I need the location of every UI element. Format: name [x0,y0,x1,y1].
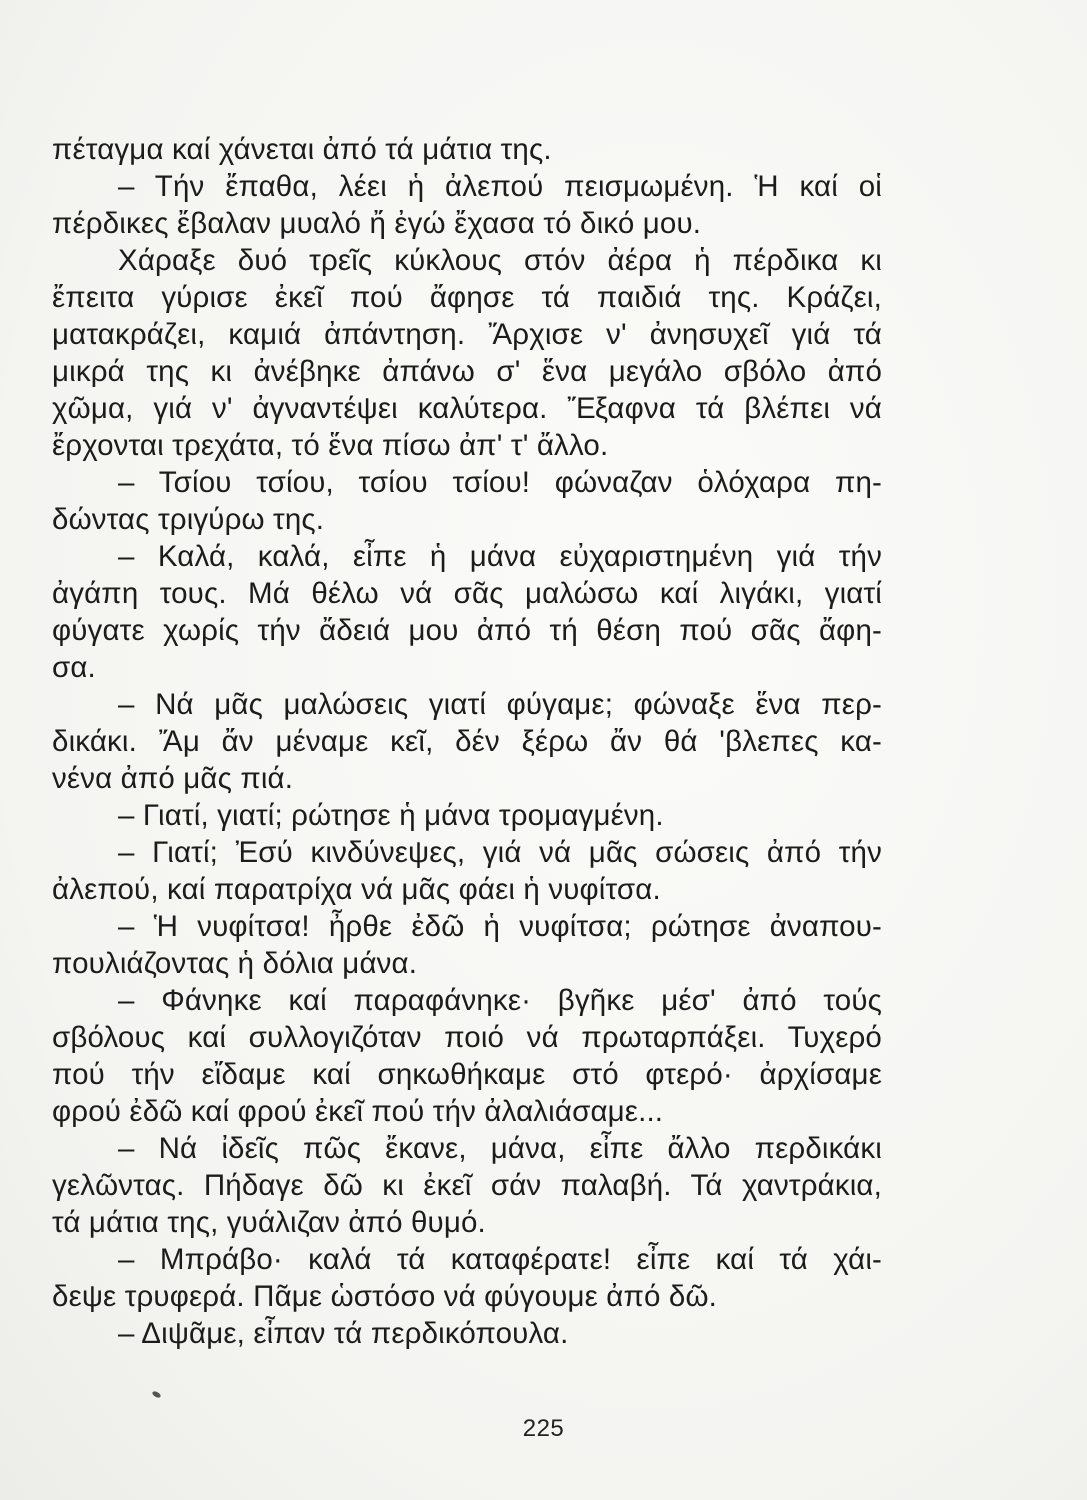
text-line: ἀγάπη τους. Μά θέλω νά σᾶς μαλώσω καί λιγάκι, γιατί [52,577,882,610]
text-line: ματακράζει, καμιά ἀπάντηση. Ἄρχισε ν' ἀνησυχεῖ γιά τά [52,318,882,351]
text-line: δώντας τριγύρω της. [52,503,325,536]
ink-speck [151,1390,161,1399]
text-line: δεψε τρυφερά. Πᾶμε ὡστόσο νά φύγουμε ἀπό δῶ. [52,1280,717,1313]
text-line: φύγατε χωρίς τήν ἄδειά μου ἀπό τή θέση πού σᾶς ἄφη- [52,614,882,647]
text-line: – Μπράβο· καλά τά καταφέρατε! εἶπε καί τά χάι- [118,1243,882,1276]
text-line: σβόλους καί συλλογιζόταν ποιό νά πρωταρπάξει. Τυχερό [52,1021,882,1054]
text-line: πέρδικες ἔβαλαν μυαλό ἤ ἐγώ ἔχασα τό δικό μου. [52,207,702,240]
text-line: πουλιάζοντας ἡ δόλια μάνα. [52,947,418,980]
text-line: φρού ἐδῶ καί φρού ἐκεῖ πού τήν ἀλαλιάσαμε... [52,1095,664,1128]
body-text [52,131,882,1352]
text-line: – Νά μᾶς μαλώσεις γιατί φύγαμε; φώναξε ἕνα περ- [118,688,882,721]
page-number: 225 [522,1415,565,1442]
text-line: ἔρχονται τρεχάτα, τό ἕνα πίσω ἀπ' τ' ἄλλο. [52,429,609,462]
text-line: τά μάτια της, γυάλιζαν ἀπό θυμό. [52,1206,486,1239]
text-line: πού τήν εἴδαμε καί σηκωθήκαμε στό φτερό· ἀρχίσαμε [52,1058,882,1091]
text-line: – Τήν ἔπαθα, λέει ἡ ἀλεπού πεισμωμένη. Ἡ καί οἱ [118,170,882,203]
text-line: – Φάνηκε καί παραφάνηκε· βγῆκε μέσ' ἀπό τούς [118,984,882,1017]
text-line: – Ἡ νυφίτσα! ἦρθε ἐδῶ ἡ νυφίτσα; ρώτησε ἀναπου- [118,910,882,943]
text-line: μικρά της κι ἀνέβηκε ἀπάνω σ' ἕνα μεγάλο σβόλο ἀπό [52,355,882,388]
text-line: νένα ἀπό μᾶς πιά. [52,762,294,795]
text-line: Χάραξε δυό τρεῖς κύκλους στόν ἀέρα ἡ πέρδικα κι [118,244,882,277]
text-line: – Νά ἰδεῖς πῶς ἔκανε, μάνα, εἶπε ἄλλο περδικάκι [118,1132,882,1165]
text-line: ἔπειτα γύρισε ἐκεῖ πού ἄφησε τά παιδιά της. Κράζει, [52,281,882,314]
text-line: – Τσίου τσίου, τσίου τσίου! φώναζαν ὁλόχαρα πη- [118,466,882,499]
text-line: γελῶντας. Πήδαγε δῶ κι ἐκεῖ σάν παλαβή. Τά χαντράκια, [52,1169,882,1202]
text-line: χῶμα, γιά ν' ἀγναντέψει καλύτερα. Ἔξαφνα τά βλέπει νά [52,392,882,425]
text-line: – Διψᾶμε, εἶπαν τά περδικόπουλα. [118,1317,569,1350]
text-line: ἀλεπού, καί παρατρίχα νά μᾶς φάει ἡ νυφίτσα. [52,873,661,906]
text-line: δικάκι. Ἄμ ἄν μέναμε κεῖ, δέν ξέρω ἄν θά 'βλεπες κα- [52,725,882,758]
text-line: – Γιατί; Ἐσύ κινδύνεψες, γιά νά μᾶς σώσεις ἀπό τήν [118,836,882,869]
text-line: – Καλά, καλά, εἶπε ἡ μάνα εὐχαριστημένη γιά τήν [118,540,882,573]
text-line: – Γιατί, γιατί; ρώτησε ἡ μάνα τρομαγμένη. [118,799,664,832]
text-line: πέταγμα καί χάνεται ἀπό τά μάτια της. [52,133,552,166]
text-line: σα. [52,651,96,684]
